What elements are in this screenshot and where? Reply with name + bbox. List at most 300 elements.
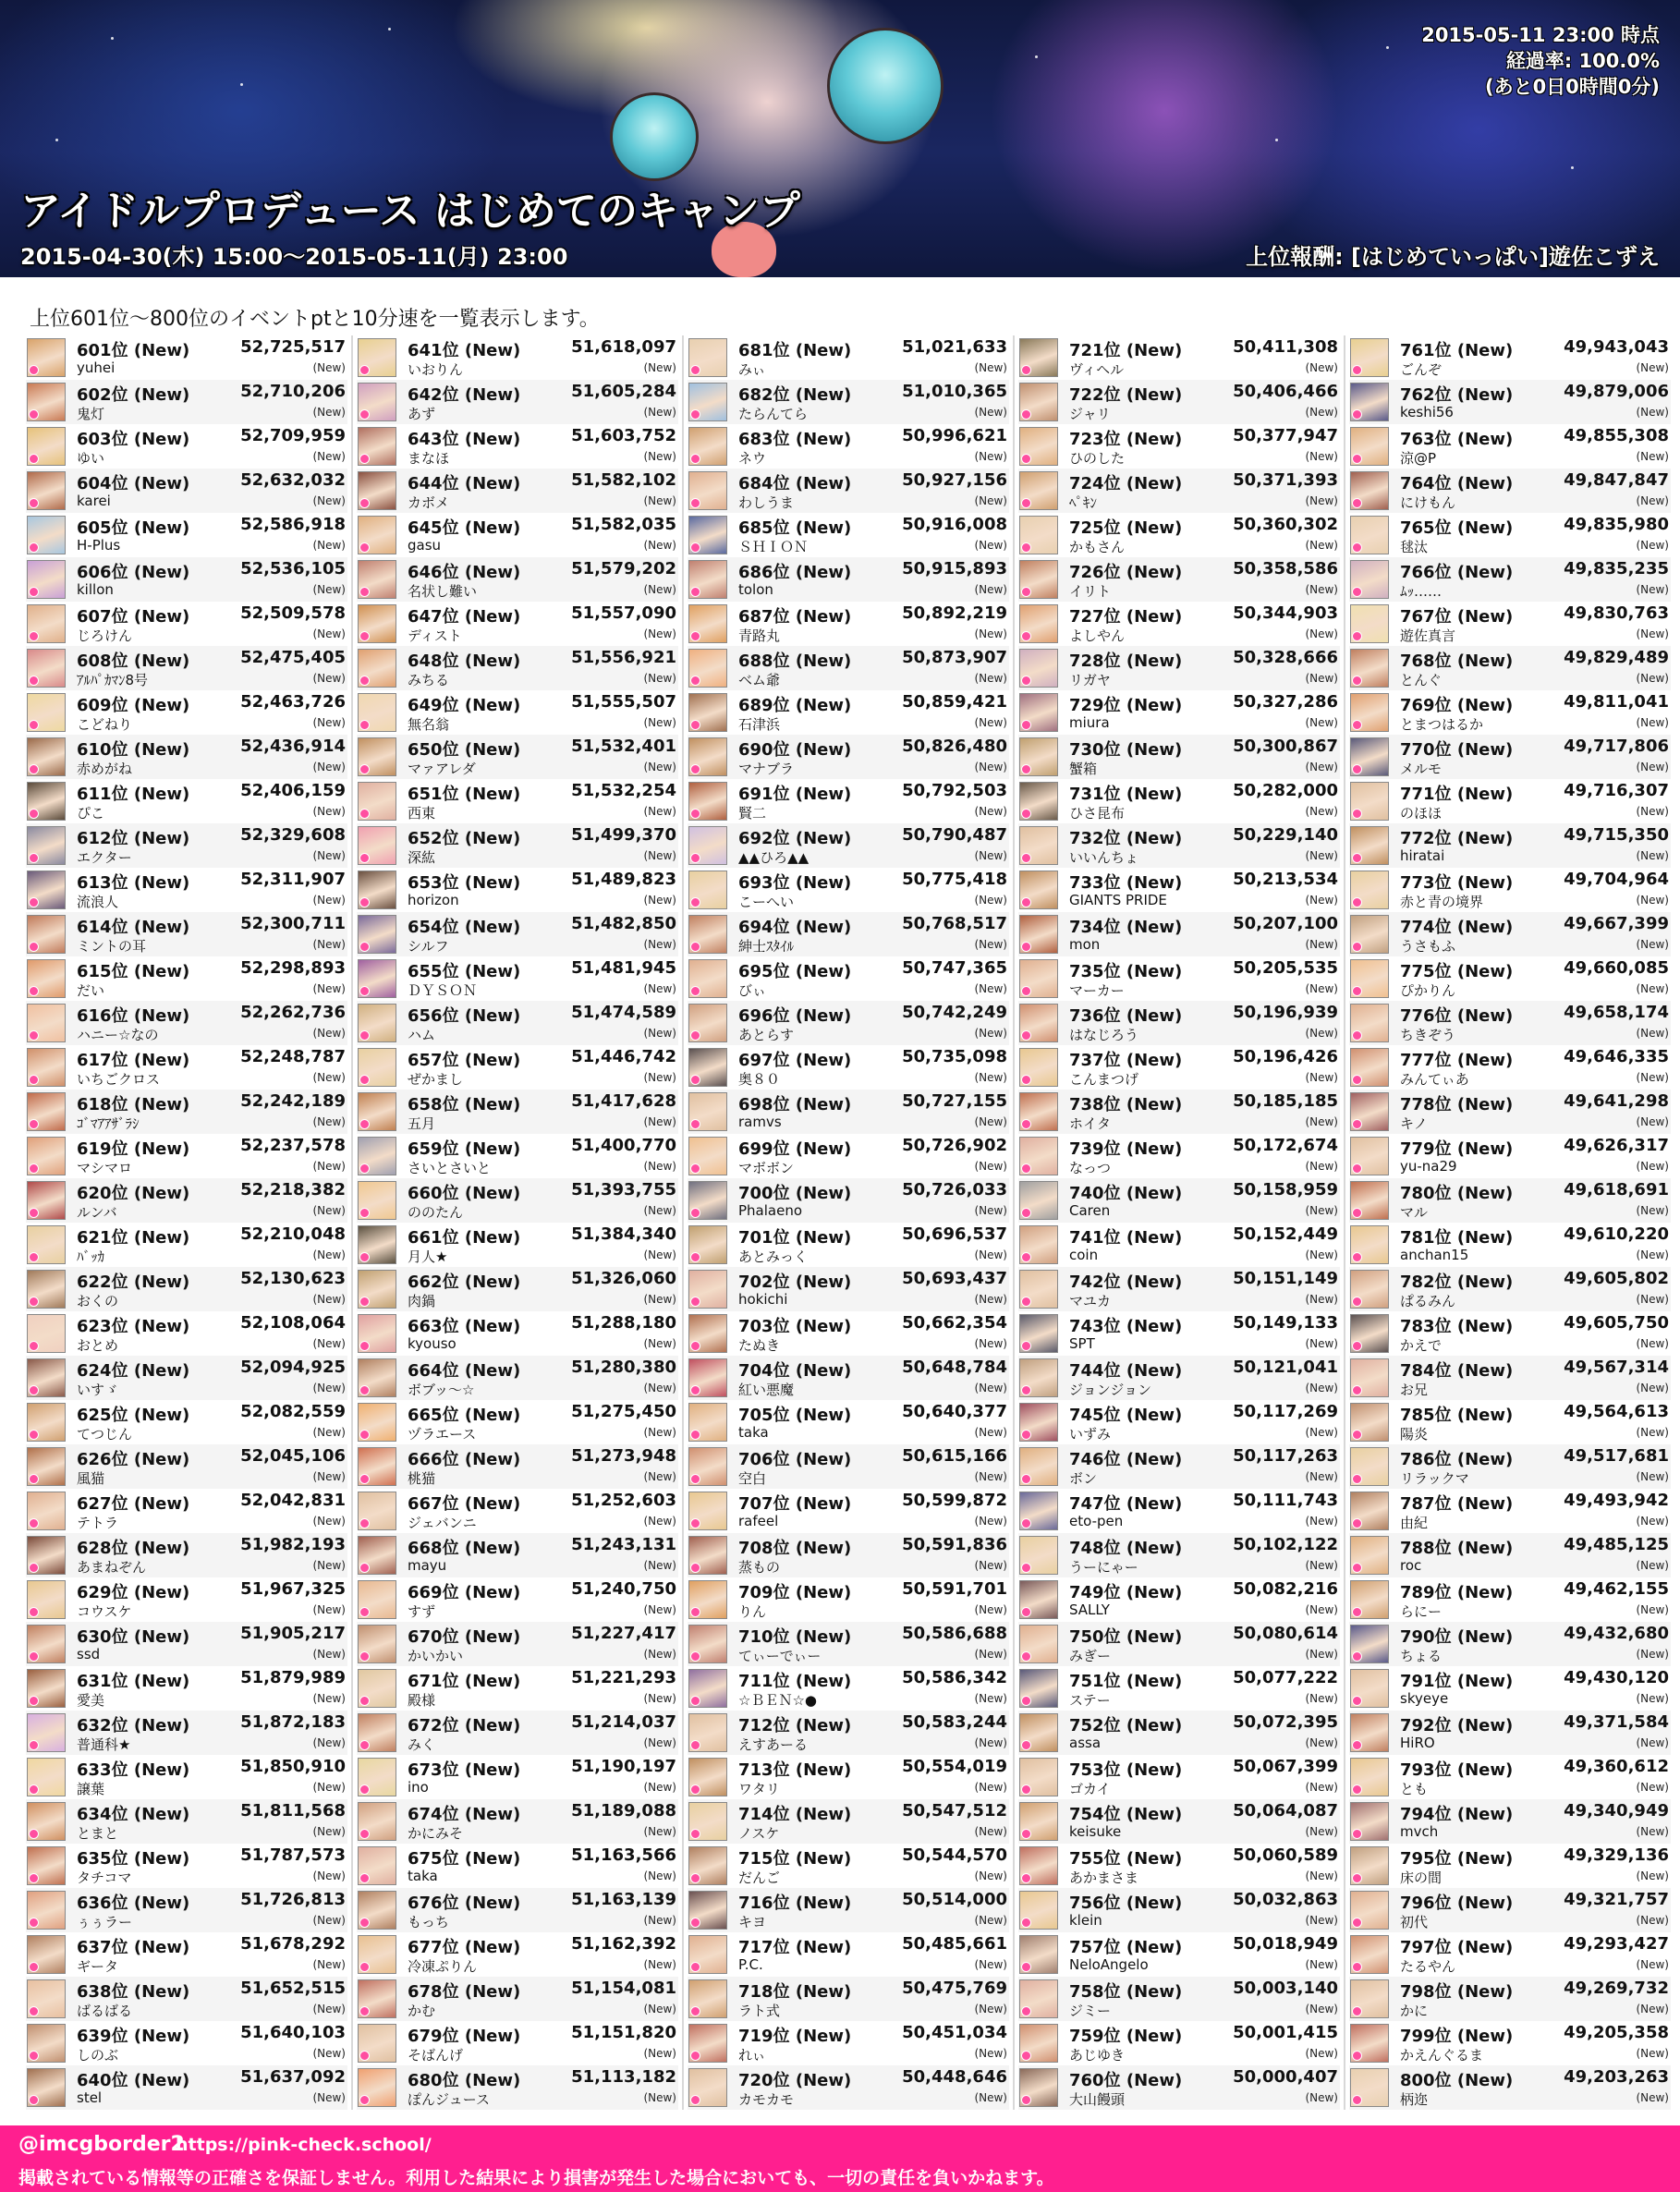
ranking-row: [688, 557, 1009, 602]
event-points: 50,151,149: [1233, 1269, 1338, 1288]
ranking-row: [1349, 956, 1671, 1001]
player-name: 紳士ｽﾀｲﾙ: [738, 938, 795, 955]
event-points: 51,189,088: [571, 1801, 676, 1821]
column-divider: [1344, 335, 1345, 2110]
speed-label: (New): [974, 1736, 1007, 1749]
event-points: 50,406,466: [1233, 382, 1338, 401]
ranking-row: [688, 1888, 1009, 1932]
event-points: 51,252,603: [571, 1491, 676, 1510]
avatar-icon: [27, 1314, 66, 1353]
ranking-row: [357, 1400, 678, 1444]
rank-label: 784位 (New): [1400, 1361, 1514, 1381]
speed-label: (New): [1305, 1648, 1338, 1661]
event-points: 50,448,646: [902, 2067, 1007, 2087]
event-points: 50,064,087: [1233, 1801, 1338, 1821]
event-points: 50,544,570: [902, 1845, 1007, 1865]
ranking-row: [26, 823, 347, 868]
avatar-icon: [1350, 1891, 1389, 1930]
footer-handle-link[interactable]: @imcgborder2: [18, 2133, 185, 2156]
speed-label: (New): [312, 1160, 346, 1173]
rank-label: 740位 (New): [1069, 1184, 1183, 1203]
rank-label: 629位 (New): [77, 1583, 190, 1602]
player-name: ワタリ: [738, 1781, 780, 1797]
rank-label: 767位 (New): [1400, 607, 1514, 627]
speed-label: (New): [1636, 1515, 1669, 1528]
avatar-icon: [1350, 1403, 1389, 1442]
rank-label: 611位 (New): [77, 785, 190, 804]
speed-label: (New): [643, 406, 676, 419]
rank-label: 706位 (New): [738, 1450, 852, 1469]
speed-label: (New): [974, 539, 1007, 552]
event-points: 50,152,449: [1233, 1224, 1338, 1244]
event-points: 50,662,354: [902, 1313, 1007, 1333]
ranking-row: [26, 1134, 347, 1178]
player-name: 無名翁: [408, 716, 450, 733]
avatar-icon: [688, 1713, 727, 1752]
avatar-icon: [358, 1092, 396, 1131]
ranking-row: [26, 1799, 347, 1844]
speed-label: (New): [643, 1160, 676, 1173]
rank-label: 666位 (New): [408, 1450, 521, 1469]
player-name: えすあーる: [738, 1736, 809, 1753]
rank-label: 700位 (New): [738, 1184, 852, 1203]
speed-label: (New): [974, 1515, 1007, 1528]
speed-label: (New): [1636, 1781, 1669, 1794]
ranking-row: [1349, 779, 1671, 823]
avatar-icon: [688, 1979, 727, 2018]
rank-label: 718位 (New): [738, 1982, 852, 2002]
ranking-row: [26, 513, 347, 557]
ranking-row: [26, 1400, 347, 1444]
rank-label: 624位 (New): [77, 1361, 190, 1381]
player-name: こーへい: [738, 894, 795, 910]
speed-label: (New): [974, 1426, 1007, 1439]
player-name: ＳＨＩＯＮ: [738, 539, 809, 555]
rank-label: 733位 (New): [1069, 873, 1183, 893]
event-points: 49,269,732: [1564, 1979, 1669, 1998]
event-points: 49,605,750: [1564, 1313, 1669, 1333]
event-points: 50,080,614: [1233, 1624, 1338, 1643]
avatar-icon: [358, 604, 396, 643]
speed-label: (New): [1305, 938, 1338, 951]
player-name: 陽炎: [1400, 1426, 1429, 1443]
speed-label: (New): [1636, 583, 1669, 596]
ranking-row: [357, 335, 678, 380]
avatar-icon: [1019, 915, 1058, 954]
ranking-row: [688, 1134, 1009, 1178]
player-name: ネウ: [738, 450, 767, 467]
rank-label: 757位 (New): [1069, 1938, 1183, 1957]
speed-label: (New): [312, 1027, 346, 1040]
avatar-icon: [1350, 871, 1389, 909]
event-points: 51,384,340: [571, 1224, 676, 1244]
event-points: 49,626,317: [1564, 1136, 1669, 1155]
ranking-row: [26, 956, 347, 1001]
ranking-row: [1018, 1888, 1340, 1932]
speed-label: (New): [312, 1470, 346, 1483]
ranking-row: [1349, 1577, 1671, 1622]
event-points: 52,218,382: [240, 1180, 346, 1200]
avatar-icon: [27, 338, 66, 377]
ranking-row: [1018, 868, 1340, 912]
avatar-icon: [1019, 1358, 1058, 1397]
avatar-icon: [1019, 1669, 1058, 1708]
avatar-icon: [358, 915, 396, 954]
footer-disclaimer: 掲載されている情報等の正確さを保証しません。利用した結果により損害が発生した場合においても、一切の責任を負いかねます。: [18, 2168, 1054, 2188]
rank-label: 739位 (New): [1069, 1139, 1183, 1159]
ranking-row: [688, 1444, 1009, 1489]
event-points: 50,001,415: [1233, 2023, 1338, 2042]
speed-label: (New): [312, 1293, 346, 1306]
player-name: 涼@P: [1400, 450, 1437, 467]
event-points: 50,328,666: [1233, 648, 1338, 667]
event-points: 52,329,608: [240, 825, 346, 845]
avatar-icon: [27, 782, 66, 821]
rank-label: 684位 (New): [738, 474, 852, 493]
ranking-row: [1018, 469, 1340, 513]
ranking-grid: [26, 335, 1669, 2110]
event-points: 49,835,235: [1564, 559, 1669, 578]
ranking-row: [1349, 646, 1671, 690]
player-name: びぃ: [738, 982, 767, 999]
player-name: とまつはるか: [1400, 716, 1484, 733]
rank-label: 643位 (New): [408, 430, 521, 449]
speed-label: (New): [1305, 1071, 1338, 1084]
ranking-row: [26, 1045, 347, 1090]
status-progress: 経過率: 100.0%: [1505, 50, 1660, 72]
speed-label: (New): [643, 450, 676, 463]
event-points: 50,077,222: [1233, 1668, 1338, 1687]
avatar-icon: [358, 1979, 396, 2018]
avatar-icon: [1019, 471, 1058, 510]
ranking-row: [688, 469, 1009, 513]
avatar-icon: [1350, 1669, 1389, 1708]
event-points: 52,248,787: [240, 1047, 346, 1066]
ranking-row: [26, 646, 347, 690]
speed-label: (New): [1636, 1470, 1669, 1483]
avatar-icon: [358, 1758, 396, 1796]
avatar-icon: [1350, 1314, 1389, 1353]
player-name: うーにゃー: [1069, 1559, 1138, 1576]
speed-label: (New): [974, 494, 1007, 507]
ranking-row: [26, 2065, 347, 2110]
rank-label: 742位 (New): [1069, 1273, 1183, 1292]
rank-label: 687位 (New): [738, 607, 852, 627]
player-name: 殿様: [408, 1692, 436, 1709]
ranking-row: [357, 1977, 678, 2021]
rank-label: 644位 (New): [408, 474, 521, 493]
event-points: 52,406,159: [240, 781, 346, 800]
speed-label: (New): [1305, 982, 1338, 995]
avatar-icon: [688, 1846, 727, 1885]
ranking-row: [26, 1090, 347, 1134]
ranking-row: [688, 956, 1009, 1001]
rank-label: 696位 (New): [738, 1006, 852, 1026]
illustration-eye-right-icon: [827, 28, 943, 144]
event-points: 51,678,292: [240, 1934, 346, 1954]
speed-label: (New): [1636, 761, 1669, 773]
avatar-icon: [358, 1048, 396, 1087]
ranking-row: [1349, 469, 1671, 513]
rank-label: 650位 (New): [408, 740, 521, 760]
player-name: coin: [1069, 1247, 1099, 1263]
rank-label: 719位 (New): [738, 2027, 852, 2046]
avatar-icon: [27, 1004, 66, 1042]
player-name: 紅い悪魔: [738, 1382, 795, 1398]
event-points: 50,229,140: [1233, 825, 1338, 845]
rank-label: 690位 (New): [738, 740, 852, 760]
rank-label: 797位 (New): [1400, 1938, 1514, 1957]
event-points: 50,599,872: [902, 1491, 1007, 1510]
avatar-icon: [1350, 338, 1389, 377]
ranking-row: [26, 1622, 347, 1666]
speed-label: (New): [312, 805, 346, 818]
speed-label: (New): [974, 627, 1007, 640]
ranking-row: [688, 2065, 1009, 2110]
player-name: ディスト: [408, 627, 462, 644]
rank-label: 637位 (New): [77, 1938, 190, 1957]
speed-label: (New): [1305, 805, 1338, 818]
ranking-row: [357, 735, 678, 779]
event-points: 50,586,342: [902, 1668, 1007, 1687]
avatar-icon: [1019, 1092, 1058, 1131]
player-name: kyouso: [408, 1335, 457, 1352]
avatar-icon: [688, 737, 727, 776]
player-name: 空白: [738, 1470, 767, 1487]
ranking-row: [1018, 424, 1340, 469]
event-points: 49,430,120: [1564, 1668, 1669, 1687]
player-name: H-Plus: [77, 537, 121, 554]
rank-label: 680位 (New): [408, 2071, 521, 2090]
avatar-icon: [688, 1092, 727, 1131]
avatar-icon: [358, 959, 396, 998]
speed-label: (New): [643, 494, 676, 507]
ranking-row: [1349, 1134, 1671, 1178]
event-points: 50,727,155: [902, 1091, 1007, 1111]
event-points: 51,273,948: [571, 1446, 676, 1466]
player-name: ＤＹＳＯＮ: [408, 982, 478, 999]
event-points: 50,792,503: [902, 781, 1007, 800]
speed-label: (New): [643, 2003, 676, 2015]
player-name: ジミー: [1069, 2003, 1112, 2019]
column-divider: [351, 335, 353, 2110]
rank-label: 726位 (New): [1069, 563, 1183, 582]
speed-label: (New): [1305, 627, 1338, 640]
player-name: keshi56: [1400, 404, 1454, 420]
event-points: 49,658,174: [1564, 1003, 1669, 1022]
event-points: 50,696,537: [902, 1224, 1007, 1244]
event-points: 49,855,308: [1564, 426, 1669, 445]
rank-label: 630位 (New): [77, 1627, 190, 1647]
event-points: 50,205,535: [1233, 958, 1338, 978]
ranking-row: [26, 1311, 347, 1356]
rank-label: 605位 (New): [77, 518, 190, 538]
player-name: ハニー☆なの: [77, 1027, 159, 1043]
player-name: Caren: [1069, 1202, 1111, 1219]
avatar-icon: [688, 516, 727, 554]
ranking-row: [688, 1977, 1009, 2021]
event-points: 51,850,910: [240, 1757, 346, 1776]
event-points: 51,275,450: [571, 1402, 676, 1421]
event-points: 50,172,674: [1233, 1136, 1338, 1155]
event-points: 50,117,269: [1233, 1402, 1338, 1421]
player-name: ぽんジュース: [408, 2091, 490, 2108]
ranking-row: [1349, 424, 1671, 469]
rank-label: 709位 (New): [738, 1583, 852, 1602]
event-points: 50,111,743: [1233, 1491, 1338, 1510]
rank-label: 765位 (New): [1400, 518, 1514, 538]
player-name: いちごクロス: [77, 1071, 161, 1088]
avatar-icon: [1350, 959, 1389, 998]
rank-label: 640位 (New): [77, 2071, 190, 2090]
player-name: ベム爺: [738, 672, 781, 688]
event-points: 51,726,813: [240, 1890, 346, 1909]
rank-label: 721位 (New): [1069, 341, 1183, 360]
rank-label: 662位 (New): [408, 1273, 521, 1292]
rank-label: 602位 (New): [77, 385, 190, 405]
rank-label: 717位 (New): [738, 1938, 852, 1957]
rank-label: 758位 (New): [1069, 1982, 1183, 2002]
speed-label: (New): [1305, 1382, 1338, 1394]
status-box: [1421, 22, 1660, 100]
event-points: 50,547,512: [902, 1801, 1007, 1821]
ranking-row: [688, 1090, 1009, 1134]
rank-label: 749位 (New): [1069, 1583, 1183, 1602]
speed-label: (New): [312, 716, 346, 729]
ranking-row: [1018, 1489, 1340, 1533]
player-name: ﾍﾟｷﾝ: [1069, 494, 1098, 511]
ranking-row: [1349, 1533, 1671, 1577]
player-name: ひのした: [1069, 450, 1126, 467]
player-name: ひさ昆布: [1069, 805, 1126, 822]
event-points: 51,905,217: [240, 1624, 346, 1643]
avatar-icon: [1350, 649, 1389, 688]
rank-label: 677位 (New): [408, 1938, 521, 1957]
event-points: 51,163,566: [571, 1845, 676, 1865]
avatar-icon: [358, 1403, 396, 1442]
intro-text: 上位601位～800位のイベントptと10分速を一覧表示します。: [30, 308, 600, 331]
rank-label: 791位 (New): [1400, 1672, 1514, 1691]
event-points: 51,474,589: [571, 1003, 676, 1022]
event-points: 51,787,573: [240, 1845, 346, 1865]
event-points: 51,482,850: [571, 914, 676, 933]
rank-label: 756位 (New): [1069, 1894, 1183, 1913]
footer-url-link[interactable]: https://pink-check.school/: [176, 2135, 432, 2155]
ranking-row: [1018, 1533, 1340, 1577]
rank-label: 781位 (New): [1400, 1228, 1514, 1248]
rank-label: 764位 (New): [1400, 474, 1514, 493]
event-points: 52,130,623: [240, 1269, 346, 1288]
ranking-row: [26, 1267, 347, 1311]
speed-label: (New): [312, 1515, 346, 1528]
player-name: ヅラエース: [408, 1426, 477, 1443]
rank-label: 743位 (New): [1069, 1317, 1183, 1336]
event-points: 50,003,140: [1233, 1979, 1338, 1998]
ranking-row: [1018, 1977, 1340, 2021]
event-points: 51,190,197: [571, 1757, 676, 1776]
player-name: ノスケ: [738, 1825, 780, 1842]
ranking-row: [26, 424, 347, 469]
player-name: 月人★: [408, 1248, 448, 1265]
speed-label: (New): [974, 805, 1007, 818]
rank-label: 607位 (New): [77, 607, 190, 627]
avatar-icon: [1019, 427, 1058, 466]
event-points: 50,018,949: [1233, 1934, 1338, 1954]
rank-label: 735位 (New): [1069, 962, 1183, 981]
ranking-row: [357, 1444, 678, 1489]
rank-label: 601位 (New): [77, 341, 190, 360]
speed-label: (New): [1305, 1692, 1338, 1705]
rank-label: 632位 (New): [77, 1716, 190, 1735]
player-name: P.C.: [738, 1956, 763, 1973]
ranking-row: [26, 1356, 347, 1400]
player-name: 遊佐真言: [1400, 627, 1456, 644]
player-name: ルンバ: [77, 1204, 117, 1221]
ranking-row: [26, 602, 347, 646]
player-name: tolon: [738, 581, 773, 598]
speed-label: (New): [312, 1382, 346, 1394]
event-points: 50,927,156: [902, 470, 1007, 490]
speed-label: (New): [1636, 1825, 1669, 1838]
rank-label: 625位 (New): [77, 1406, 190, 1425]
speed-label: (New): [1636, 1958, 1669, 1971]
ranking-row: [357, 1755, 678, 1799]
speed-label: (New): [312, 1115, 346, 1128]
event-points: 50,996,621: [902, 426, 1007, 445]
speed-label: (New): [643, 1692, 676, 1705]
ranking-row: [1349, 1311, 1671, 1356]
avatar-icon: [1019, 782, 1058, 821]
speed-label: (New): [1636, 1248, 1669, 1261]
speed-label: (New): [974, 2003, 1007, 2015]
rank-label: 704位 (New): [738, 1361, 852, 1381]
player-name: こんまつげ: [1069, 1071, 1139, 1088]
rank-label: 752位 (New): [1069, 1716, 1183, 1735]
player-name: キヨ: [738, 1914, 767, 1930]
player-name: yu-na29: [1400, 1158, 1457, 1175]
avatar-icon: [27, 1092, 66, 1131]
event-points: 49,811,041: [1564, 692, 1669, 712]
speed-label: (New): [1305, 849, 1338, 862]
ranking-row: [357, 1711, 678, 1755]
ranking-row: [357, 557, 678, 602]
speed-label: (New): [312, 1692, 346, 1705]
avatar-icon: [358, 1358, 396, 1397]
ranking-row: [26, 1932, 347, 1977]
rank-label: 694位 (New): [738, 918, 852, 937]
player-name: 五月: [408, 1115, 436, 1132]
event-points: 52,709,959: [240, 426, 346, 445]
rank-label: 772位 (New): [1400, 829, 1514, 848]
ranking-row: [688, 1311, 1009, 1356]
speed-label: (New): [312, 1648, 346, 1661]
event-points: 51,162,392: [571, 1934, 676, 1954]
speed-label: (New): [974, 1648, 1007, 1661]
rank-label: 647位 (New): [408, 607, 521, 627]
ranking-row: [1349, 557, 1671, 602]
event-points: 51,163,139: [571, 1890, 676, 1909]
avatar-icon: [358, 2068, 396, 2107]
rank-label: 604位 (New): [77, 474, 190, 493]
rank-label: 693位 (New): [738, 873, 852, 893]
ranking-row: [26, 735, 347, 779]
avatar-icon: [358, 560, 396, 599]
event-points: 50,583,244: [902, 1712, 1007, 1732]
ranking-row: [357, 1090, 678, 1134]
ranking-row: [1349, 1932, 1671, 1977]
player-name: 桃猫: [408, 1470, 436, 1487]
event-points: 49,829,489: [1564, 648, 1669, 667]
